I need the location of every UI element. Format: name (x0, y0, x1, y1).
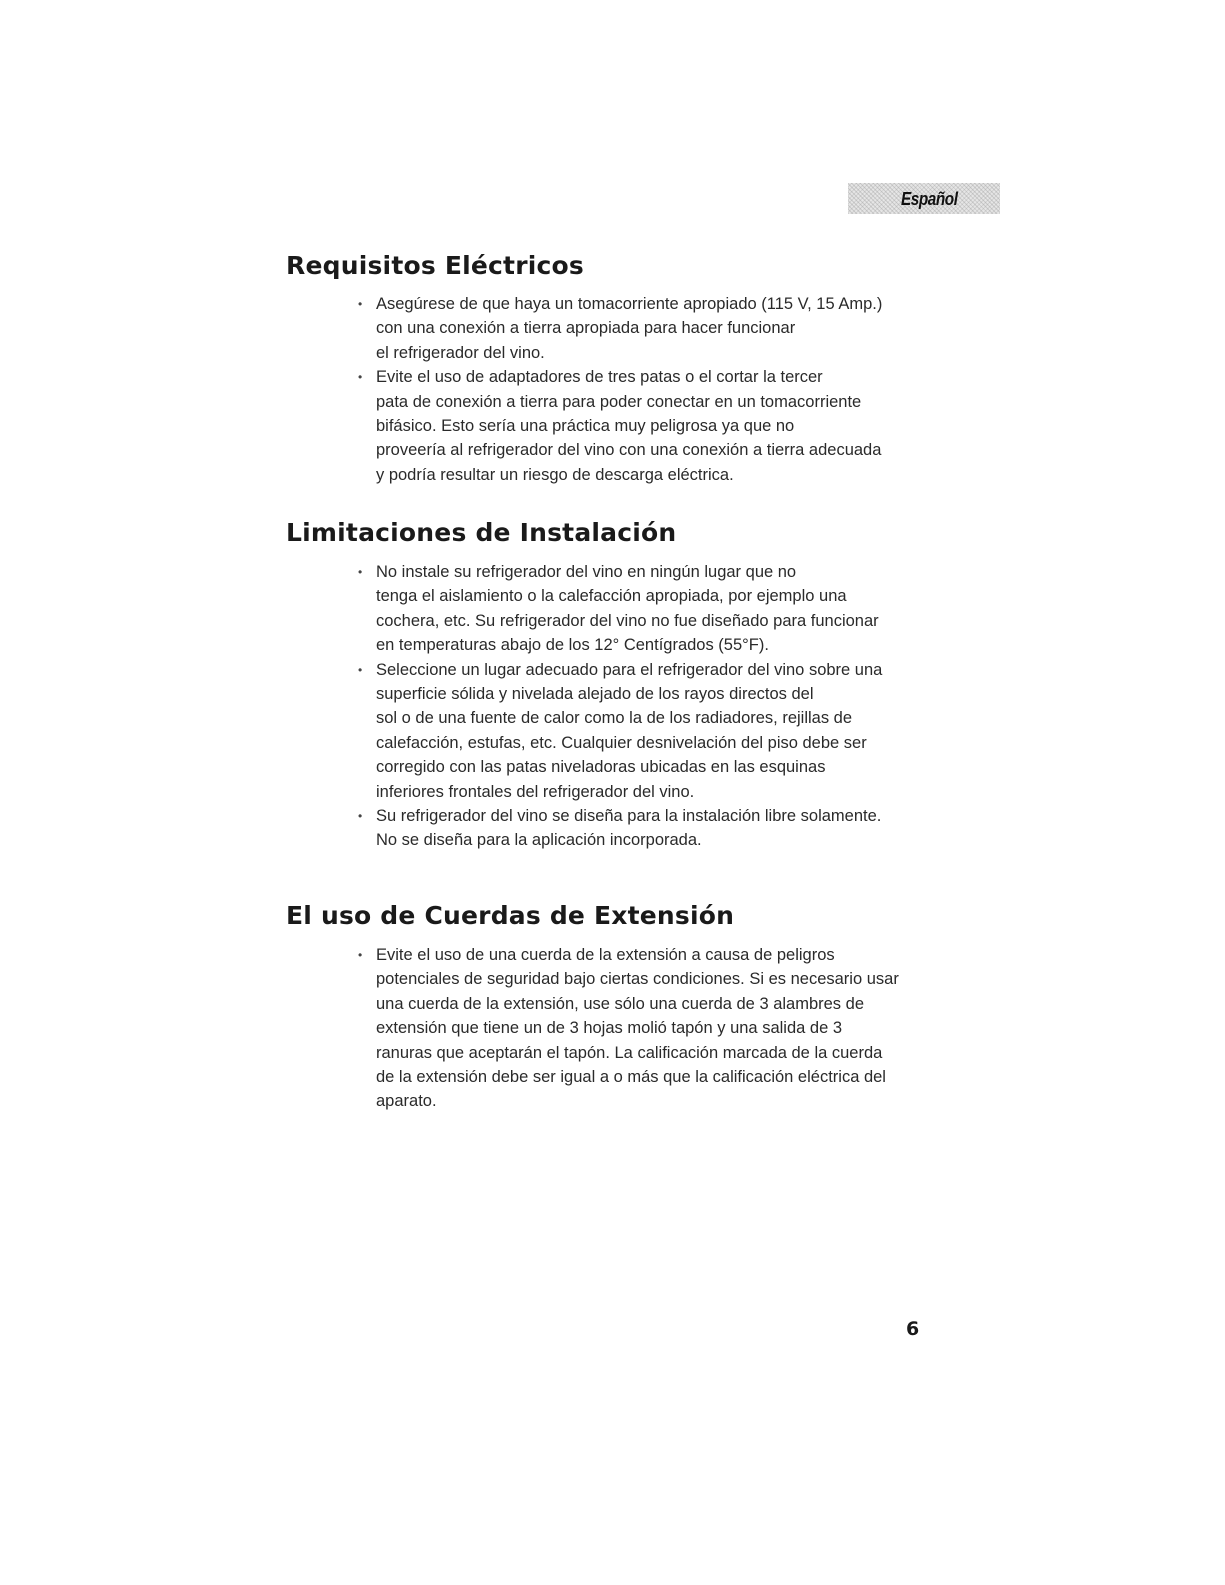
list-item (358, 943, 966, 1114)
bullet-icon: • (358, 297, 363, 311)
bullet-list (286, 560, 966, 853)
section-title: Limitaciones de Instalación (286, 518, 677, 547)
bullet-list (286, 292, 966, 487)
list-item-text: Su refrigerador del vino se diseña para la instalación libre solamente. No se diseña para la aplicación incorporada. (376, 807, 882, 850)
section-title: El uso de Cuerdas de Extensión (286, 901, 735, 930)
list-item (358, 658, 966, 804)
section-title: Requisitos Eléctricos (286, 251, 584, 280)
list-item (358, 365, 966, 487)
list-item-text: Evite el uso de adaptadores de tres patas o el cortar la tercer pata de conexión a tierra para poder conectar en un tomacorriente bifásico. Esto sería una práctica muy peligrosa ya que no proveería al refrigerador del vino con una conexión a tierra adecuada y podría resultar un riesgo de descarga eléctrica. (376, 368, 882, 484)
bullet-icon: • (358, 662, 363, 677)
section-electrical-requirements (286, 249, 966, 487)
list-item (358, 560, 966, 658)
list-item-text: Evite el uso de una cuerda de la extensión a causa de peligros potenciales de seguridad bajo ciertas condiciones. Si es necesario usar una cuerda de la extensión, use sólo una cuerda de 3 alambres de extensión que tiene un de 3 hojas molió tapón y una salida de 3 ranuras que aceptarán el tapón. La calificación marcada de la cuerda de la extensión debe ser igual a o más que la calificación eléctrica del aparato. (376, 946, 899, 1111)
bullet-icon: • (358, 565, 363, 579)
page-number: 6 (906, 1318, 920, 1340)
list-item (358, 292, 966, 365)
bullet-icon: • (358, 809, 363, 824)
bullet-list (286, 943, 966, 1114)
list-item-text: No instale su refrigerador del vino en ningún lugar que no tenga el aislamiento o la calefacción apropiada, por ejemplo una cochera, etc. Su refrigerador del vino no fue diseñado para funcionar en temperaturas abajo de los 12° Centígrados (55°F). (376, 563, 879, 655)
list-item-text: Seleccione un lugar adecuado para el refrigerador del vino sobre una superficie sólida y nivelada alejado de los rayos directos del sol o de una fuente de calor como la de los radiadores, rejillas de calefacción, estufas, etc. Cualquier desnivelación del piso debe ser corregido con las patas niveladoras ubicadas en las esquinas inferiores frontales del refrigerador del vino. (376, 660, 883, 801)
bullet-icon: • (358, 948, 363, 962)
bullet-icon: • (358, 370, 363, 385)
list-item (358, 804, 966, 853)
language-tab (848, 183, 1000, 214)
language-tab-label: Español (901, 189, 958, 209)
section-installation-limitations (286, 516, 966, 853)
section-extension-cords (286, 899, 966, 1114)
list-item-text: Asegúrese de que haya un tomacorriente apropiado (115 V, 15 Amp.) con una conexión a tierra apropiada para hacer funcionar el refrigerador del vino. (376, 295, 883, 362)
